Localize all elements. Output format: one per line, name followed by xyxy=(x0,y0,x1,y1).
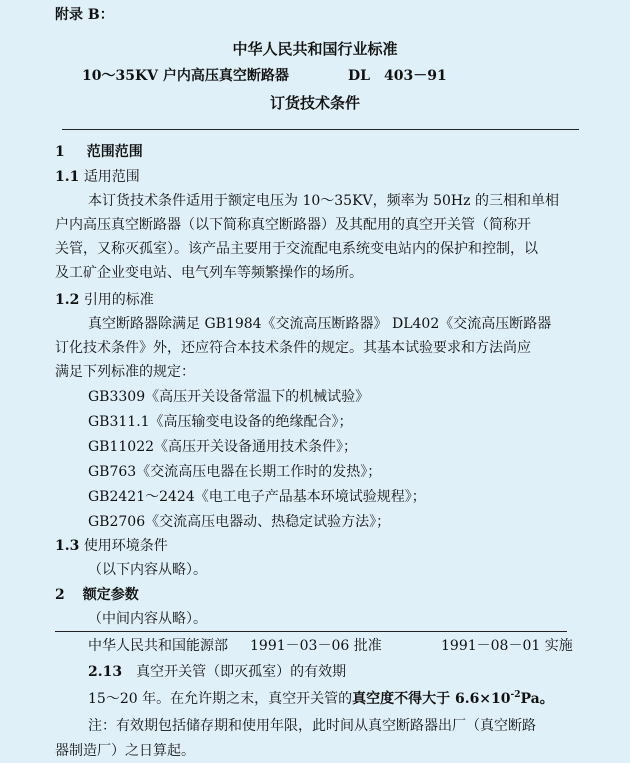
reference-item: GB763《交流高压电器在长期工作时的发热》； xyxy=(88,464,382,480)
section-2-13-heading xyxy=(88,661,346,681)
footer-rule xyxy=(55,631,567,632)
approval-date: 1991－03－06 批准 xyxy=(250,638,382,654)
reference-item: GB2421～2424《电工电子产品基本环境试验规程》； xyxy=(88,489,426,505)
effective-date: 1991－08－01 实施 xyxy=(441,638,573,654)
paragraph-line: 真空断路器除满足 GB1984《交流高压断路器》 DL402《交流高压断路器 xyxy=(88,316,552,332)
issuer: 中华人民共和国能源部 xyxy=(88,638,228,654)
section-1-2-number: 1.2 xyxy=(55,292,80,308)
section-1-number: 1 xyxy=(55,144,65,160)
omitted-note: （中间内容从略）。 xyxy=(88,611,207,627)
section-2-number: 2 xyxy=(55,587,65,603)
paragraph-line: 本订货技术条件适用于额定电压为 10～35KV，频率为 50Hz 的三相和单相 xyxy=(88,193,559,209)
doc-title: 中华人民共和国行业标准 xyxy=(232,40,398,58)
omitted-note: （以下内容从略）。 xyxy=(88,562,207,578)
section-1-2-heading xyxy=(55,289,154,309)
section-2-13-title: 真空开关管（即灭孤室）的有效期 xyxy=(136,664,347,680)
paragraph-line: 订化技术条件》外，还应符合本技术条件的规定。其基本试验要求和方法尚应 xyxy=(55,340,531,356)
paragraph-line: 关管，又称灭孤室）。该产品主要用于交流配电系统变电站内的保护和控制，以 xyxy=(55,241,538,257)
standard-code: DL 403－91 xyxy=(348,68,447,84)
reference-item: GB2706《交流高压电器动、热稳定试验方法》； xyxy=(88,514,391,530)
validity-lead: 15～20 年。在允许期之末，真空开关管的 xyxy=(88,691,353,707)
standard-name: 10～35KV 户内高压真空断路器 xyxy=(82,68,289,84)
reference-item: GB11022《高压开关设备通用技术条件》； xyxy=(88,439,358,455)
paragraph-line: 及工矿企业变电站、电气列车等频繁操作的场所。 xyxy=(55,265,363,281)
section-2-title: 额定参数 xyxy=(82,587,139,603)
paragraph-line: 满足下列标准的规定： xyxy=(55,364,195,380)
paragraph-line: 户内高压真空断路器（以下简称真空断路器）及其配用的真空开关管（简称开 xyxy=(55,217,531,233)
vacuum-exponent: -2 xyxy=(510,690,521,700)
section-2-heading xyxy=(55,584,139,604)
section-1-1-title: 适用范围 xyxy=(83,169,140,185)
validity-paragraph xyxy=(88,688,554,708)
section-1-heading xyxy=(55,141,143,161)
section-1-title: 范围范围 xyxy=(86,144,143,160)
note-line: 器制造厂）之日算起。 xyxy=(55,743,195,759)
header-rule xyxy=(62,129,579,130)
vacuum-unit: Pa xyxy=(520,691,540,707)
section-1-3-title: 使用环境条件 xyxy=(83,538,168,554)
section-1-2-title: 引用的标准 xyxy=(83,292,154,308)
vacuum-limit: 真空度不得大于 6.6×10 xyxy=(352,691,511,707)
section-1-1-number: 1.1 xyxy=(55,169,80,185)
section-2-13-number: 2.13 xyxy=(88,664,123,680)
reference-item: GB311.1《高压输变电设备的绝缘配合》； xyxy=(88,414,353,430)
validity-end: 。 xyxy=(539,691,554,707)
reference-item: GB3309《高压开关设备常温下的机械试验》 xyxy=(88,389,370,405)
appendix-label: 附录 B： xyxy=(55,7,114,23)
doc-subtitle: 订货技术条件 xyxy=(269,94,360,112)
section-1-1-heading xyxy=(55,166,140,186)
section-1-3-number: 1.3 xyxy=(55,538,80,554)
note-line: 注：有效期包括储存期和使用年限，此时间从真空断路器出厂（真空断路 xyxy=(88,718,536,734)
section-1-3-heading xyxy=(55,535,168,555)
